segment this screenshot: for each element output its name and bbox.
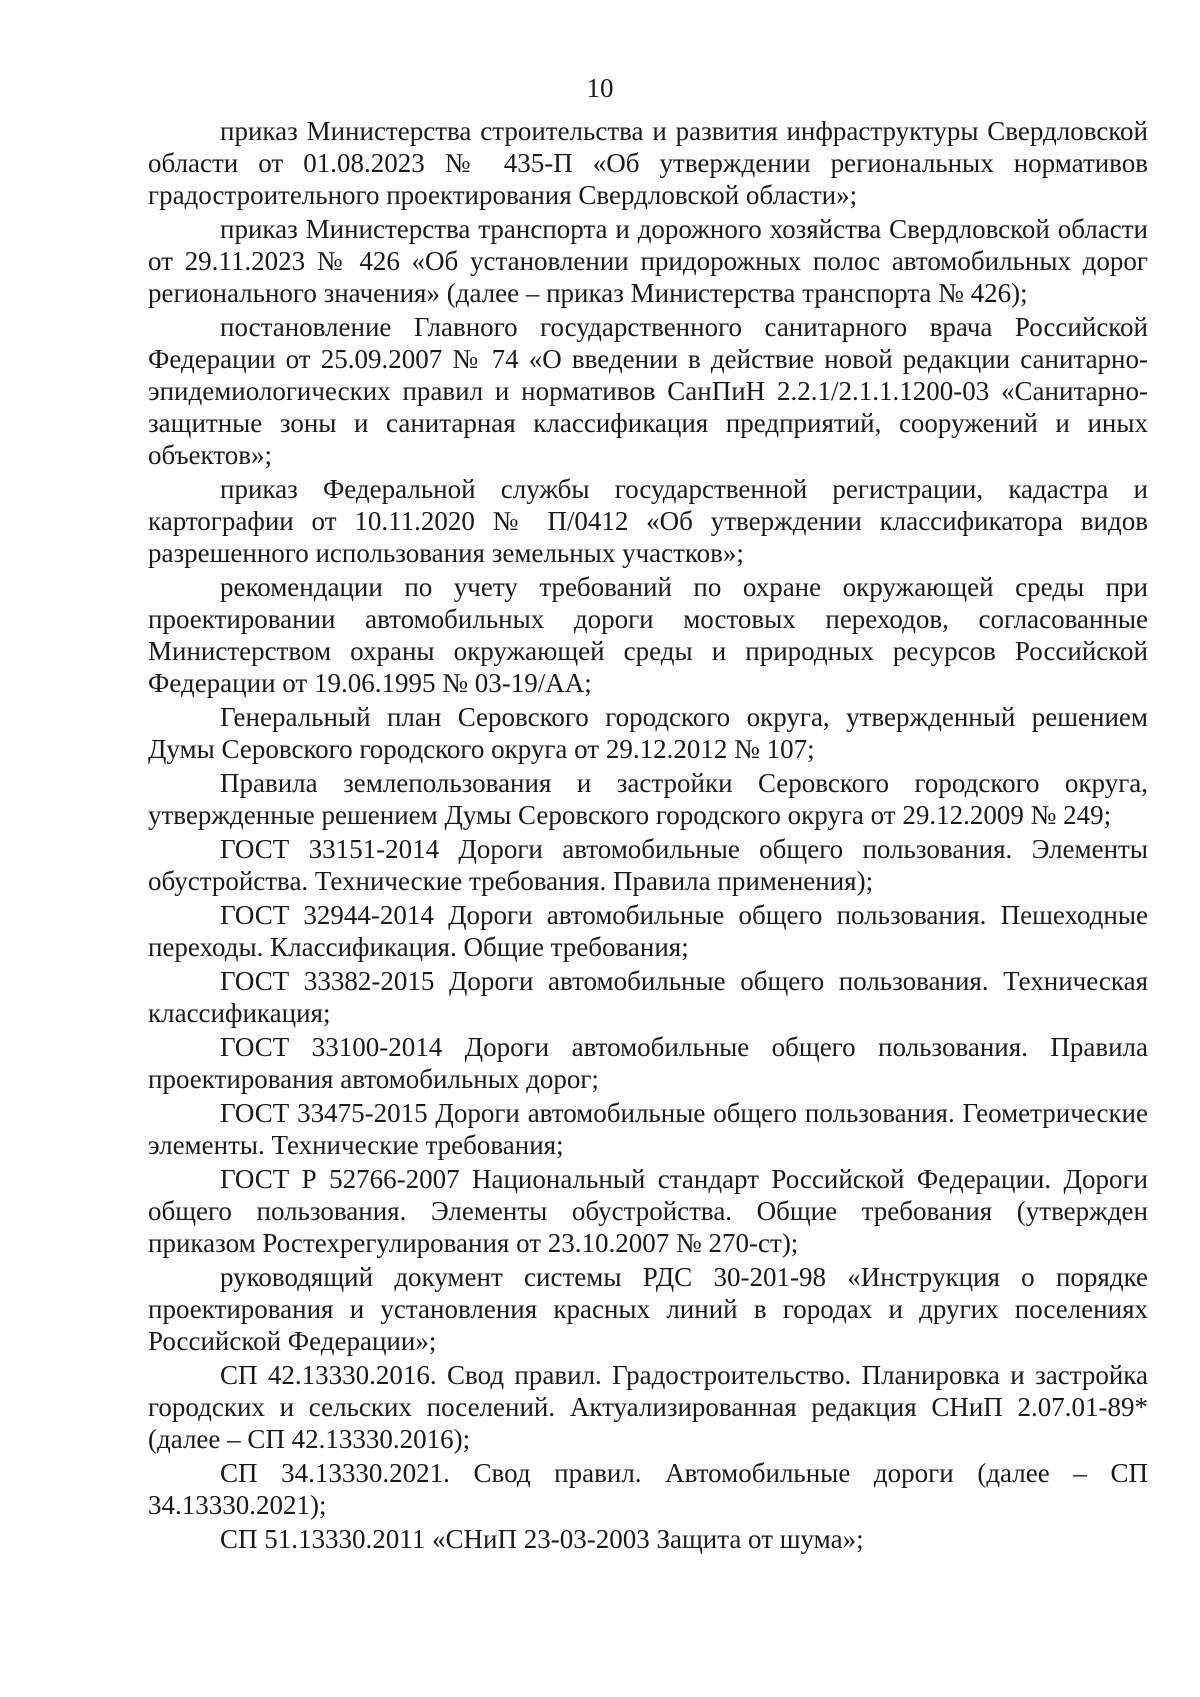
document-body	[148, 115, 1148, 1557]
paragraph-gost-r-52766: ГОСТ Р 52766-2007 Национальный стандарт Российской Федерации. Дороги общего пользования. Элементы обустройства. Общие требования (утвержден приказом Ростехрегулирования от 23.10.2007 № 270-ст);	[148, 1164, 1148, 1258]
paragraph-sp-34: СП 34.13330.2021. Свод правил. Автомобильные дороги (далее – СП 34.13330.2021);	[148, 1458, 1148, 1520]
page-number: 10	[586, 73, 614, 103]
paragraph-gost-33475: ГОСТ 33475-2015 Дороги автомобильные общего пользования. Геометрические элементы. Технические требования;	[148, 1098, 1148, 1160]
paragraph-gost-33151: ГОСТ 33151-2014 Дороги автомобильные общего пользования. Элементы обустройства. Технические требования. Правила применения);	[148, 834, 1148, 896]
paragraph-environment-recommendations: рекомендации по учету требований по охране окружающей среды при проектировании автомобильных дороги мостовых переходов, согласованные Министерством охраны окружающей среды и природных ресурсов Российской Федерации от 19.06.1995 № 03-19/АА;	[148, 572, 1148, 698]
paragraph-gost-33100: ГОСТ 33100-2014 Дороги автомобильные общего пользования. Правила проектирования автомобильных дорог;	[148, 1032, 1148, 1094]
paragraph-gost-32944: ГОСТ 32944-2014 Дороги автомобильные общего пользования. Пешеходные переходы. Классификация. Общие требования;	[148, 900, 1148, 962]
paragraph-general-plan: Генеральный план Серовского городского округа, утвержденный решением Думы Серовского городского округа от 29.12.2012 № 107;	[148, 702, 1148, 764]
paragraph-gost-33382: ГОСТ 33382-2015 Дороги автомобильные общего пользования. Техническая классификация;	[148, 966, 1148, 1028]
paragraph-regional-standards-order: приказ Министерства строительства и развития инфраструктуры Свердловской области от 01.08.2023 № 435-П «Об утверждении региональных нормативов градостроительного проектирования Свердловской области»;	[148, 116, 1148, 210]
paragraph-land-use-rules: Правила землепользования и застройки Серовского городского округа, утвержденные решением Думы Серовского городского округа от 29.12.2009 № 249;	[148, 768, 1148, 830]
paragraph-sp-51: СП 51.13330.2011 «СНиП 23-03-2003 Защита от шума»;	[220, 1524, 864, 1554]
paragraph-transport-order-426: приказ Министерства транспорта и дорожного хозяйства Свердловской области от 29.11.2023 № 426 «Об установлении придорожных полос автомобильных дорог регионального значения» (далее – приказ Министерства транспорта № 426);	[148, 214, 1148, 308]
paragraph-rds-30-201-98: руководящий документ системы РДС 30-201-98 «Инструкция о порядке проектирования и установления красных линий в городах и других поселениях Российской Федерации»;	[148, 1262, 1148, 1356]
paragraph-sanpin-resolution: постановление Главного государственного санитарного врача Российской Федерации от 25.09.2007 № 74 «О введении в действие новой редакции санитарно-эпидемиологических правил и нормативов СанПиН 2.2.1/2.1.1.1200-03 «Санитарно-защитные зоны и санитарная классификация предприятий, сооружений и иных объектов»;	[148, 312, 1148, 470]
paragraph-rosreestr-order: приказ Федеральной службы государственной регистрации, кадастра и картографии от 10.11.2020 № П/0412 «Об утверждении классификатора видов разрешенного использования земельных участков»;	[148, 474, 1148, 568]
paragraph-sp-42: СП 42.13330.2016. Свод правил. Градостроительство. Планировка и застройка городских и сельских поселений. Актуализированная редакция СНиП 2.07.01-89* (далее – СП 42.13330.2016);	[148, 1360, 1148, 1454]
